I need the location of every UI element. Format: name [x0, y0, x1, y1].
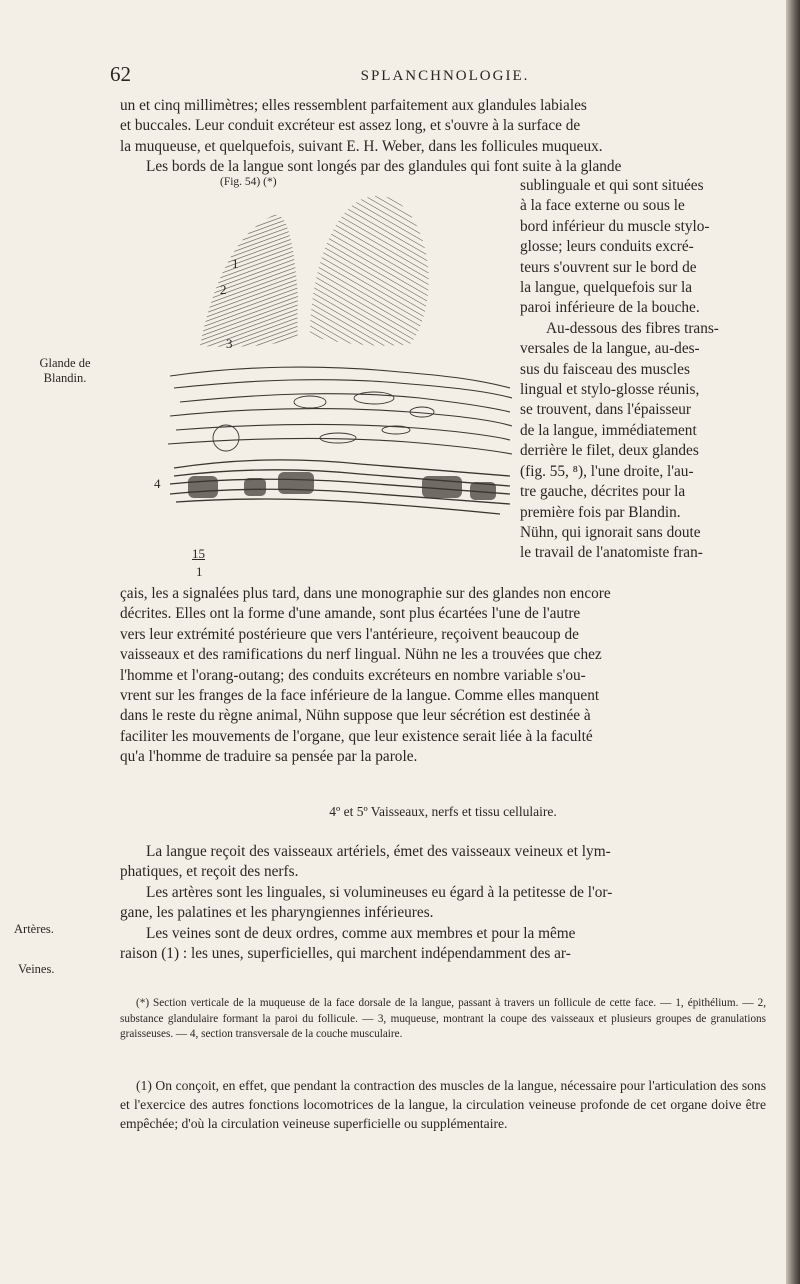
page-edge-shadow: [786, 0, 800, 1284]
follicle-cavity: [297, 246, 310, 341]
text-line: paroi inférieure de la bouche.: [520, 299, 700, 317]
text-line: lingual et stylo-glosse réunis,: [520, 381, 700, 399]
text-line: Les bords de la langue sont longés par des glandules qui font suite à la glande: [146, 158, 622, 176]
mucosa-layer: [168, 367, 512, 454]
text-line: bord inférieur du muscle stylo-: [520, 217, 710, 235]
wrap-column: [520, 176, 766, 564]
text-line: dans le reste du règne animal, Nühn suppose que leur sécrétion est destinée à: [120, 707, 591, 725]
text-line: teurs s'ouvrent sur le bord de: [520, 258, 697, 276]
page-header: [110, 62, 780, 90]
text-line: gane, les palatines et les pharyngiennes inférieures.: [120, 904, 434, 922]
page-number: 62: [110, 62, 131, 86]
text-line: tre gauche, décrites pour la: [520, 483, 686, 501]
footnote-1: [120, 1076, 766, 1133]
margin-note-veines: Veines.: [18, 962, 55, 976]
histology-figure: [154, 176, 516, 584]
muscle-fiber-sections: [188, 472, 496, 500]
running-title: SPLANCHNOLOGIE.: [360, 68, 530, 84]
section-heading: 4º et 5º Vaisseaux, nerfs et tissu cellulaire.: [329, 804, 557, 819]
figure-label-3: 3: [226, 336, 233, 351]
text-line: vaisseaux et des ramifications du nerf lingual. Nühn ne les a trouvées que chez: [120, 646, 602, 664]
text-line: à la face externe ou sous le: [520, 197, 685, 215]
text-line: et buccales. Leur conduit excréteur est assez long, et s'ouvre à la surface de: [120, 117, 581, 135]
text-line: Au-dessous des fibres trans-: [546, 319, 719, 337]
text-line: (fig. 55, ⁸), l'une droite, l'au-: [520, 462, 694, 480]
text-line: la muqueuse, et quelquefois, suivant E. H. Weber, dans les follicules muqueux.: [120, 137, 603, 155]
figure-label-4: 4: [154, 476, 161, 491]
text-line: qu'a l'homme de traduire sa pensée par la parole.: [120, 748, 418, 766]
text-line: phatiques, et reçoit des nerfs.: [120, 863, 299, 881]
footnote-1-text: (1) On conçoit, en effet, que pendant la contraction des muscles de la langue, nécessaire pour l'articulation des sons et l'exercice des autres fonctions locomotrices de la langue, la circulation veineuse profonde de cet organe doive être empêchée; d'où la circulation veineuse superficielle ou supplémentaire.: [120, 1078, 766, 1131]
text-line: la langue, quelquefois sur la: [520, 279, 693, 297]
text-line: versales de la langue, au-des-: [520, 340, 700, 358]
follicle-right-lobe: [310, 196, 429, 346]
text-line: première fois par Blandin.: [520, 503, 681, 521]
text-line: faciliter les mouvements de l'organe, que leur existence serait liée à la faculté: [120, 727, 593, 745]
margin-note-arteres: Artères.: [14, 922, 54, 936]
paragraph-2: [120, 584, 766, 768]
follicle-left-lobe: [200, 215, 300, 347]
text-line: l'homme et l'orang-outang; des conduits excréteurs en nombre variable s'ou-: [120, 666, 586, 684]
margin-note-glande: Glande de Blandin.: [39, 356, 91, 385]
figure-label-scale: 1: [196, 564, 203, 579]
text-line: de la langue, immédiatement: [520, 421, 697, 439]
figure-label-2: 2: [220, 282, 227, 297]
text-line: vers leur extrémité postérieure que vers l'antérieure, reçoivent beaucoup de: [120, 625, 579, 643]
figure-label-15: 15: [192, 546, 205, 561]
text-line: un et cinq millimètres; elles ressemblent parfaitement aux glandules labiales: [120, 97, 587, 114]
figure-illustration: [160, 176, 516, 584]
text-line: vrent sur les franges de la face inférieure de la langue. Comme elles manquent: [120, 687, 600, 705]
text-line: glosse; leurs conduits excré-: [520, 238, 694, 256]
text-line: Nühn, qui ignorait sans doute: [520, 523, 701, 541]
figure-caption: (Fig. 54) (*): [220, 176, 277, 188]
text-line: Les artères sont les linguales, si volumineuses eu égard à la petitesse de l'or-: [146, 883, 613, 901]
figure-label-1: 1: [232, 256, 239, 271]
text-line: sus du faisceau des muscles: [520, 360, 690, 378]
text-line: La langue reçoit des vaisseaux artériels, émet des vaisseaux veineux et lym-: [146, 843, 611, 860]
text-line: raison (1) : les unes, superficielles, qui marchent indépendamment des ar-: [120, 945, 571, 963]
text-line: se trouvent, dans l'épaisseur: [520, 401, 691, 419]
paragraph-3: [120, 842, 766, 964]
paragraph-1: [120, 96, 766, 178]
text-line: le travail de l'anatomiste fran-: [520, 544, 703, 562]
text-line: çais, les a signalées plus tard, dans une monographie sur des glandes non encore: [120, 585, 611, 602]
text-line: derrière le filet, deux glandes: [520, 442, 699, 460]
text-line: Les veines sont de deux ordres, comme aux membres et pour la même: [146, 924, 576, 942]
fat-granules: [213, 392, 434, 451]
text-line: décrites. Elles ont la forme d'une amande, sont plus écartées l'une de l'autre: [120, 605, 581, 623]
figure-footnote-text: (*) Section verticale de la muqueuse de la face dorsale de la langue, passant à travers un follicule de cette face. — 1, épithélium. — 2, substance glandulaire formant la paroi du follicule. — 3, muqueuse, montrant la coupe des vaisseaux et plusieurs groupes de granulations graisseuses. — 4, section transversale de la couche musculaire.: [120, 997, 766, 1041]
figure-footnote: [120, 996, 766, 1043]
text-line: sublinguale et qui sont situées: [520, 177, 704, 194]
